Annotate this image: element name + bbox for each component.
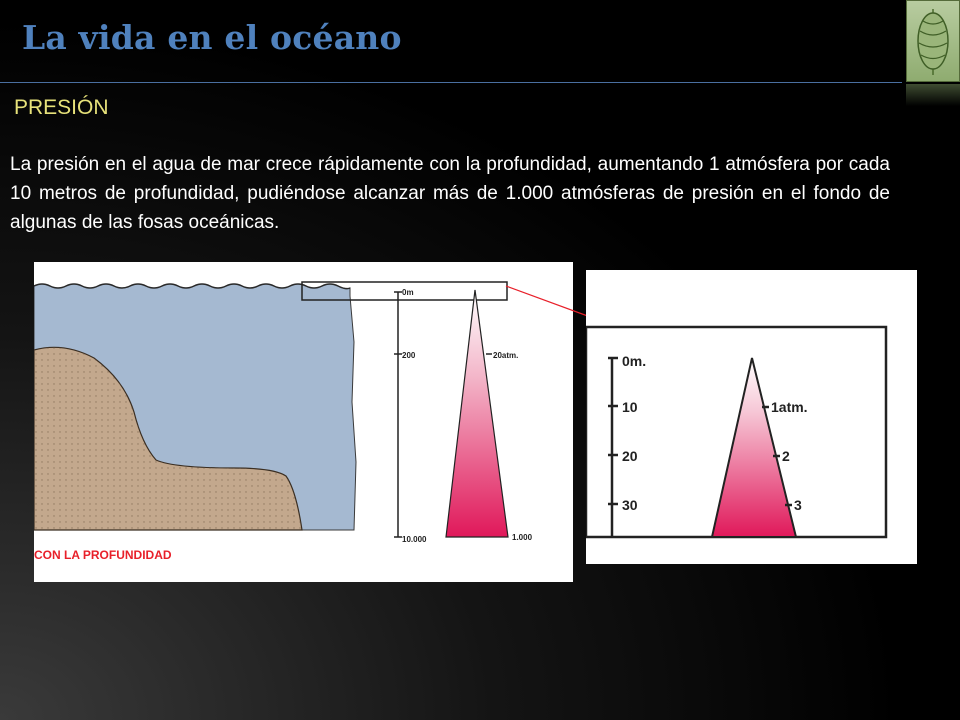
depth-label: 10.000	[402, 535, 427, 544]
detail-depth-label: 10	[622, 399, 638, 415]
title-divider	[0, 82, 902, 83]
ocean-pressure-diagram	[34, 262, 573, 582]
detail-pressure-label: 1atm.	[771, 399, 808, 415]
pine-cone-logo-icon	[906, 0, 960, 82]
section-subtitle: PRESIÓN	[14, 96, 109, 119]
figure-caption: CON LA PROFUNDIDAD	[34, 548, 172, 562]
detail-depth-label: 20	[622, 448, 638, 464]
pressure-label: 20atm.	[493, 351, 519, 360]
depth-label: 200	[402, 351, 416, 360]
detail-pressure-label: 2	[782, 448, 790, 464]
slide-title: La vida en el océano	[22, 18, 402, 57]
pressure-label: 1.000	[512, 533, 533, 542]
detail-depth-label: 0m.	[622, 353, 647, 369]
pressure-detail-diagram	[586, 270, 917, 564]
detail-depth-label: 30	[622, 497, 638, 513]
logo-reflection	[906, 84, 960, 106]
depth-label: 0m	[402, 288, 414, 297]
detail-pressure-label: 3	[794, 497, 802, 513]
pressure-cone	[446, 290, 508, 537]
body-paragraph: La presión en el agua de mar crece rápidamente con la profundidad, aumentando 1 atmósfera por cada 10 metros de profundidad, pudiéndose alcanzar más de 1.000 atmósferas de presión en el fondo de algunas de las fosas oceánicas.	[10, 154, 890, 233]
